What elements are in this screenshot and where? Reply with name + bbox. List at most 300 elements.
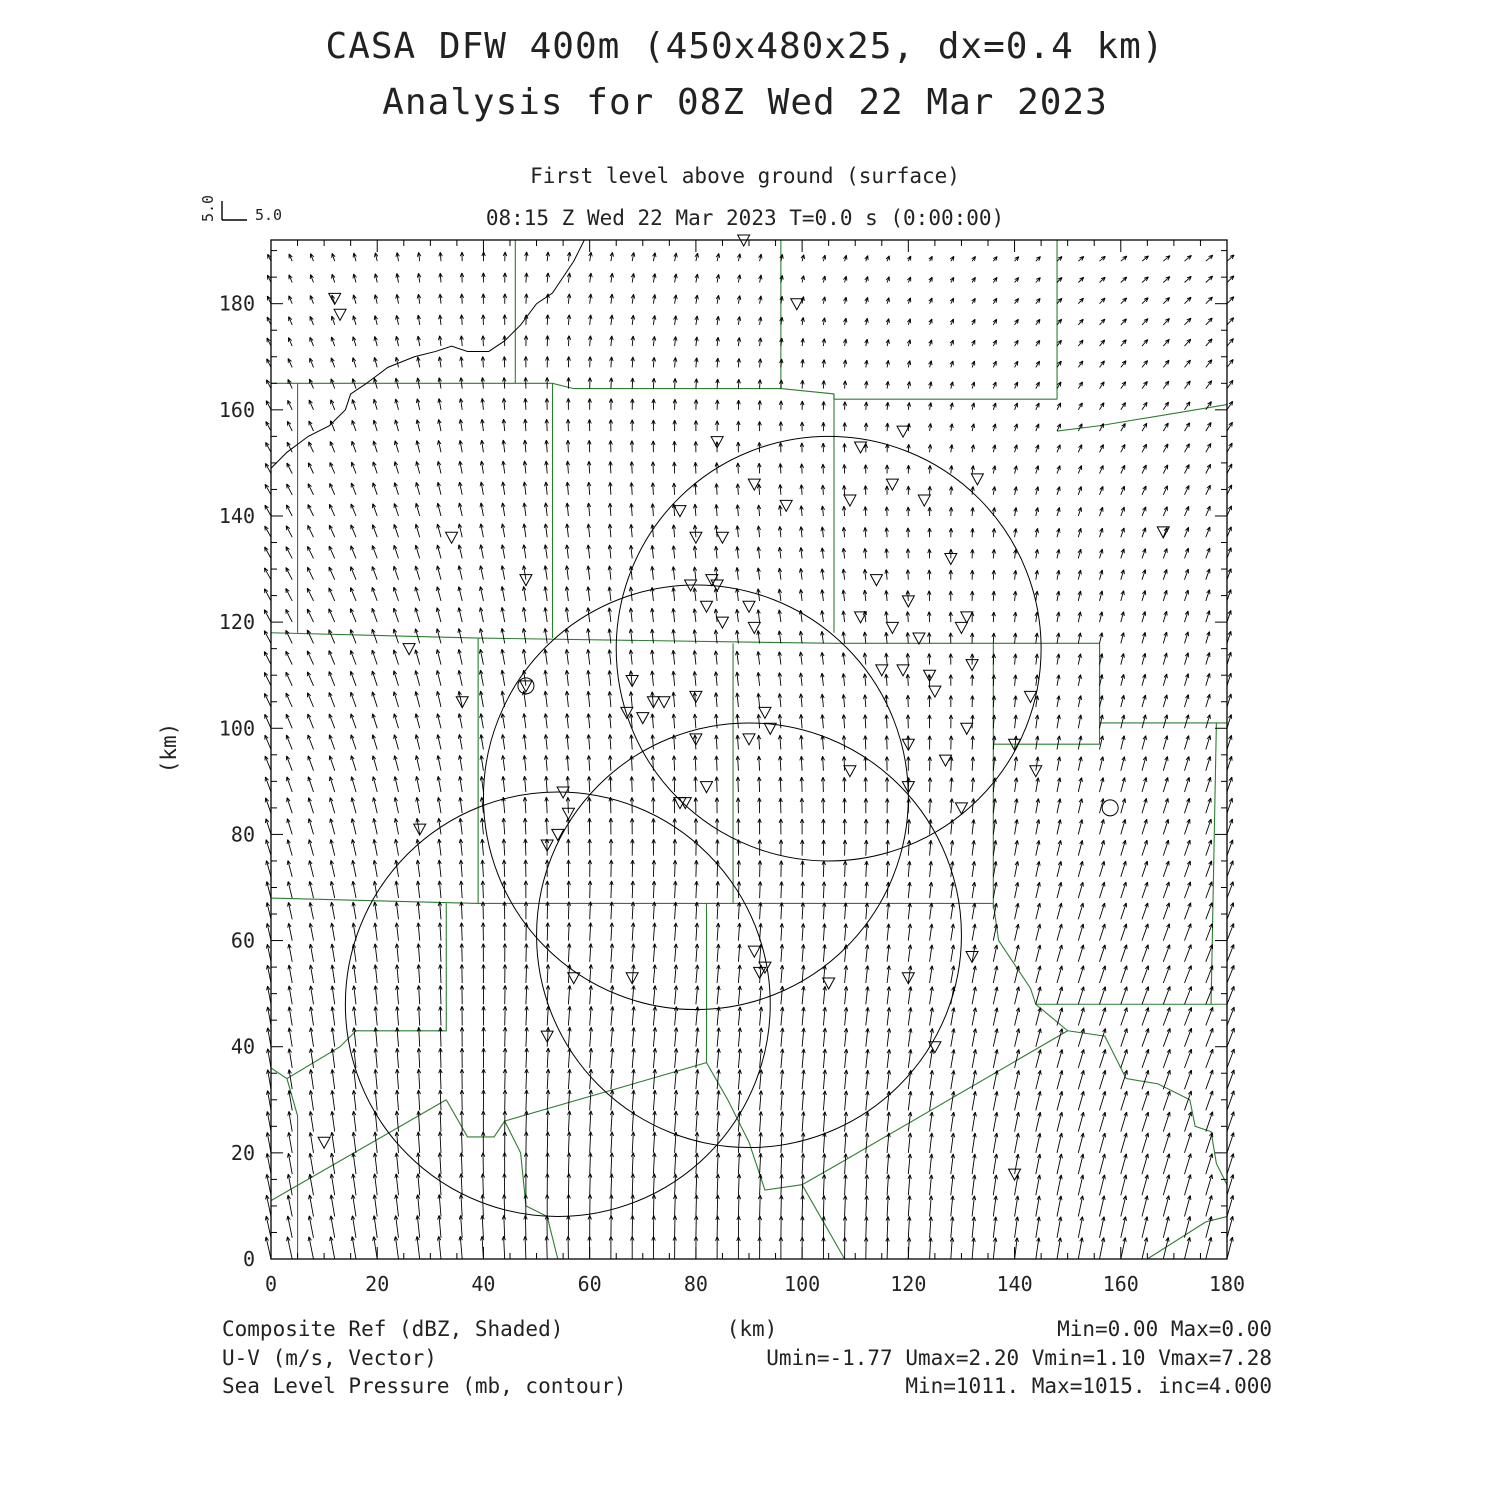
wind-vector-509 <box>479 628 483 643</box>
wind-vector-1448 <box>908 1070 912 1089</box>
wind-vector-153 <box>331 1048 335 1068</box>
wind-vector-1660 <box>992 654 996 665</box>
wind-vector-1256 <box>823 1070 827 1089</box>
wind-vector-1629 <box>972 298 976 303</box>
wind-vector-1886 <box>1100 945 1106 962</box>
wind-vector-1468 <box>906 653 910 664</box>
wind-vector-382 <box>417 273 421 282</box>
wind-vector-177 <box>329 546 335 558</box>
wind-vector-1375 <box>863 590 867 601</box>
wind-vector-1818 <box>1057 361 1061 367</box>
wind-vector-390 <box>439 1111 443 1132</box>
wind-vector-1693 <box>1015 966 1020 983</box>
wind-vector-1253 <box>823 1133 827 1153</box>
wind-vector-39 <box>266 422 271 432</box>
wind-vector-863 <box>631 252 635 261</box>
wind-vector-1992 <box>1142 736 1146 750</box>
wind-vector-1332 <box>843 485 847 495</box>
wind-vector-1132 <box>757 651 761 664</box>
wind-vector-1735 <box>1036 1091 1041 1110</box>
wind-vector-946 <box>672 525 676 538</box>
wind-vector-1915 <box>1100 340 1105 346</box>
wind-vector-126 <box>307 609 313 622</box>
wind-vector-513 <box>480 545 484 559</box>
wind-vector-1602 <box>972 861 976 877</box>
wind-vector-1443 <box>908 1175 912 1196</box>
wind-vector-734 <box>589 944 593 962</box>
wind-vector-2077 <box>1185 966 1192 984</box>
wind-vector-909 <box>653 294 656 303</box>
wind-vector-1512 <box>928 736 932 750</box>
wind-vector-2167 <box>1227 1091 1234 1111</box>
wind-vector-1032 <box>715 735 719 750</box>
wind-vector-609 <box>523 545 527 559</box>
wind-vector-2032 <box>1163 903 1169 920</box>
wind-vector-1416 <box>885 736 889 750</box>
wind-vector-1644 <box>993 987 998 1005</box>
wind-vector-700 <box>565 649 568 664</box>
wind-vector-1331 <box>842 506 846 516</box>
wind-vector-1707 <box>1014 675 1018 686</box>
wind-vector-990 <box>693 609 696 623</box>
wind-vector-1866 <box>1078 361 1083 368</box>
wind-vector-1871 <box>1078 256 1084 261</box>
wind-vector-1499 <box>930 1008 934 1026</box>
wind-vector-646 <box>545 776 549 792</box>
wind-vector-2114 <box>1206 1195 1213 1216</box>
wind-vector-305 <box>395 881 399 898</box>
wind-vector-1997 <box>1142 632 1146 643</box>
wind-vector-1334 <box>843 443 847 452</box>
wind-vector-1726 <box>1015 278 1019 283</box>
wind-vector-604 <box>522 649 526 665</box>
wind-vector-746 <box>587 691 591 707</box>
wind-vector-1051 <box>716 337 719 346</box>
wind-vector-2185 <box>1227 714 1232 728</box>
wind-vector-524 <box>482 315 486 325</box>
wind-vector-1546 <box>951 1028 955 1046</box>
wind-vector-1973 <box>1142 1133 1149 1153</box>
wind-vector-359 <box>415 755 419 770</box>
wind-vector-346 <box>417 1027 421 1047</box>
wind-vector-1774 <box>1036 278 1041 283</box>
wind-vector-527 <box>482 252 486 261</box>
wind-vector-2121 <box>1206 1049 1213 1068</box>
wind-vector-483 <box>481 1174 485 1196</box>
wind-vector-627 <box>546 1174 550 1196</box>
wind-vector-442 <box>460 1027 464 1047</box>
wind-vector-859 <box>631 336 635 346</box>
wind-vector-1721 <box>1014 382 1017 389</box>
wind-vector-1792 <box>1057 903 1062 919</box>
wind-vector-1106 <box>758 1195 762 1217</box>
wind-vector-1094 <box>737 442 741 452</box>
wind-vector-78 <box>286 609 292 622</box>
wind-vector-236 <box>353 316 356 325</box>
wind-vector-1355 <box>866 1007 870 1025</box>
wind-vector-857 <box>631 378 635 389</box>
wind-vector-1166 <box>780 944 783 962</box>
wind-vector-192 <box>351 1237 356 1260</box>
wind-vector-1185 <box>778 547 781 558</box>
wind-vector-2148 <box>1206 485 1211 495</box>
wind-vector-1522 <box>928 528 932 537</box>
wind-vector-62 <box>288 944 292 962</box>
station-marker-5 <box>520 575 532 586</box>
wind-vector-52 <box>288 1153 293 1174</box>
wind-vector-1582 <box>950 277 954 282</box>
station-marker-17 <box>658 697 670 708</box>
wind-vector-607 <box>523 586 526 601</box>
wind-vector-1834 <box>1078 1029 1084 1047</box>
wind-vector-1893 <box>1100 798 1105 813</box>
wind-vector-253 <box>374 965 378 983</box>
wind-vector-1259 <box>823 1007 827 1025</box>
wind-vector-508 <box>479 649 483 664</box>
wind-vector-316 <box>393 650 398 665</box>
wind-vector-879 <box>653 923 657 941</box>
wind-vector-1118 <box>759 944 763 962</box>
wind-vector-1347 <box>865 1175 869 1196</box>
wind-vector-874 <box>653 1027 657 1046</box>
wind-vector-1288 <box>822 401 826 410</box>
wind-vector-1075 <box>737 840 741 856</box>
wind-vector-31 <box>264 589 271 601</box>
wind-vector-1227 <box>799 673 802 686</box>
wind-vector-1545 <box>951 1049 955 1068</box>
wind-vector-9 <box>267 1049 271 1068</box>
wind-vector-1568 <box>949 570 953 580</box>
wind-vector-1449 <box>908 1049 912 1068</box>
wind-vector-2147 <box>1206 506 1210 516</box>
wind-vector-1841 <box>1078 882 1083 898</box>
wind-vector-1549 <box>951 966 955 983</box>
wind-vector-1301 <box>844 1133 848 1153</box>
wind-vector-494 <box>482 944 486 962</box>
wind-vector-496 <box>481 902 485 920</box>
wind-vector-1805 <box>1056 633 1060 644</box>
wind-vector-323 <box>394 503 399 516</box>
wind-vector-1777 <box>1057 1217 1062 1238</box>
wind-vector-29 <box>264 631 271 644</box>
wind-vector-398 <box>439 944 443 962</box>
wind-vector-256 <box>374 902 378 919</box>
station-marker-56 <box>955 622 967 633</box>
station-marker-20 <box>701 601 713 612</box>
wind-vector-403 <box>438 839 442 856</box>
wind-vector-1030 <box>715 777 719 792</box>
wind-vector-1822 <box>1057 277 1062 282</box>
wind-vector-1008 <box>716 1237 720 1259</box>
wind-vector-221 <box>350 629 356 643</box>
wind-vector-1475 <box>907 507 911 516</box>
wind-vector-877 <box>653 965 657 983</box>
wind-vector-1147 <box>758 338 762 346</box>
x-tick-label-6: 120 <box>890 1272 927 1296</box>
wind-vector-1316 <box>843 819 847 834</box>
wind-vector-331 <box>396 336 399 346</box>
wind-vector-1211 <box>802 1007 806 1026</box>
wind-vector-1814 <box>1057 445 1060 453</box>
wind-vector-163 <box>330 839 335 855</box>
wind-vector-702 <box>565 607 568 622</box>
wind-vector-619 <box>524 336 528 347</box>
wind-vector-369 <box>415 545 420 558</box>
wind-vector-1725 <box>1015 298 1019 303</box>
wind-vector-1005 <box>695 295 699 304</box>
wind-vector-1946 <box>1121 695 1125 707</box>
wind-vector-475 <box>460 336 464 346</box>
wind-vector-100 <box>309 1153 314 1174</box>
wind-vector-1458 <box>908 861 912 877</box>
wind-vector-1615 <box>971 591 975 601</box>
wind-vector-194 <box>352 1195 357 1217</box>
wind-vector-97 <box>308 1216 313 1238</box>
wind-vector-1189 <box>779 463 783 473</box>
wind-vector-1806 <box>1056 612 1060 622</box>
wind-vector-664 <box>545 398 549 410</box>
wind-vector-2118 <box>1206 1112 1213 1132</box>
station-marker-58 <box>961 723 973 734</box>
wind-vector-451 <box>459 839 463 856</box>
wind-vector-1086 <box>736 609 740 622</box>
wind-vector-613 <box>523 461 526 474</box>
wind-vector-1455 <box>908 924 912 941</box>
wind-vector-610 <box>523 524 526 538</box>
county-boundary-15 <box>1036 1004 1227 1184</box>
wind-vector-842 <box>629 692 633 708</box>
wind-vector-1593 <box>972 1049 976 1068</box>
wind-vector-813 <box>610 294 614 304</box>
wind-vector-378 <box>417 357 420 368</box>
wind-vector-502 <box>480 776 483 792</box>
wind-vector-1116 <box>759 986 763 1004</box>
wind-vector-1723 <box>1015 340 1019 346</box>
wind-vector-2082 <box>1185 861 1191 877</box>
wind-vector-1827 <box>1078 1175 1083 1196</box>
wind-vector-427 <box>438 336 442 346</box>
wind-vector-1336 <box>843 402 847 410</box>
wind-vector-662 <box>545 440 549 452</box>
footer-stats-reflectivity: Min=0.00 Max=0.00 <box>1057 1317 1272 1341</box>
wind-vector-763 <box>588 336 592 346</box>
wind-vector-2163 <box>1227 1174 1234 1195</box>
wind-vector-148 <box>330 1153 334 1174</box>
reference-vector <box>199 195 282 224</box>
wind-vector-806 <box>609 440 613 452</box>
wind-vector-1398 <box>887 1112 891 1132</box>
wind-vector-150 <box>331 1111 335 1131</box>
wind-vector-519 <box>481 419 485 431</box>
wind-vector-287 <box>375 253 378 261</box>
wind-vector-1934 <box>1121 945 1127 962</box>
wind-vector-988 <box>693 650 697 664</box>
wind-vector-1931 <box>1121 1008 1128 1026</box>
station-marker-37 <box>701 782 713 793</box>
wind-vector-2127 <box>1206 924 1213 941</box>
wind-vector-1919 <box>1100 256 1106 261</box>
wind-vector-1270 <box>821 777 825 792</box>
wind-vector-2079 <box>1185 924 1192 941</box>
wind-vector-2131 <box>1206 840 1212 856</box>
wind-vector-1703 <box>1014 757 1018 771</box>
wind-vector-27 <box>264 672 271 685</box>
county-boundary-20 <box>446 903 706 1137</box>
wind-vector-1563 <box>949 675 953 686</box>
wind-vector-2146 <box>1206 527 1210 537</box>
wind-vector-167 <box>329 756 334 771</box>
wind-vector-309 <box>394 797 398 813</box>
wind-vector-1325 <box>842 632 846 644</box>
wind-vector-166 <box>330 777 335 792</box>
wind-vector-138 <box>310 358 314 367</box>
wind-vector-220 <box>350 650 356 664</box>
wind-vector-1120 <box>759 902 763 919</box>
wind-vector-469 <box>459 461 463 473</box>
wind-vector-865 <box>652 1216 656 1238</box>
wind-vector-1287 <box>822 422 826 431</box>
county-boundary-24 <box>1147 1217 1227 1259</box>
wind-vector-1292 <box>822 318 825 325</box>
wind-vector-355 <box>416 839 420 856</box>
wind-vector-156 <box>331 986 335 1005</box>
wind-vector-1356 <box>866 986 870 1004</box>
wind-vector-1127 <box>757 756 761 771</box>
wind-vector-1864 <box>1078 403 1082 410</box>
wind-vector-1366 <box>864 777 868 792</box>
wind-vector-2200 <box>1227 401 1233 410</box>
wind-vector-949 <box>673 462 677 474</box>
wind-vector-991 <box>693 588 697 601</box>
wind-vector-2075 <box>1185 1007 1192 1025</box>
wind-vector-1364 <box>864 819 868 834</box>
county-boundary-23 <box>505 1121 558 1259</box>
wind-vector-1680 <box>1015 1238 1019 1259</box>
wind-vector-1084 <box>736 651 740 665</box>
wind-vector-2117 <box>1206 1133 1213 1153</box>
wind-vector-812 <box>610 315 614 325</box>
wind-vector-2101 <box>1185 465 1190 474</box>
wind-vector-1279 <box>821 590 824 601</box>
wind-vector-1920 <box>1121 1238 1126 1260</box>
wind-vector-1974 <box>1142 1112 1149 1132</box>
county-boundary-0 <box>271 383 1057 399</box>
wind-vector-864 <box>652 1236 656 1259</box>
wind-vector-1965 <box>1121 298 1127 304</box>
wind-vector-540 <box>503 985 507 1004</box>
wind-vector-1115 <box>759 1007 763 1026</box>
wind-vector-1671 <box>993 424 996 431</box>
wind-vector-810 <box>610 357 614 368</box>
wind-vector-615 <box>524 419 528 431</box>
wind-vector-1048 <box>716 400 720 410</box>
wind-vector-1638 <box>993 1112 998 1132</box>
wind-vector-970 <box>696 1028 699 1047</box>
wind-vector-1078 <box>736 777 740 792</box>
wind-vector-447 <box>460 923 464 941</box>
wind-vector-283 <box>374 336 377 346</box>
wind-vector-1282 <box>821 527 825 537</box>
wind-vector-854 <box>630 441 634 453</box>
wind-vector-1840 <box>1078 903 1083 919</box>
wind-vector-546 <box>502 860 506 877</box>
wind-vector-1856 <box>1078 570 1081 580</box>
wind-vector-1412 <box>886 819 890 834</box>
wind-vector-2199 <box>1227 422 1233 431</box>
wind-vector-855 <box>630 420 634 431</box>
wind-vector-754 <box>587 524 591 537</box>
wind-vector-2105 <box>1185 381 1191 389</box>
wind-vector-1095 <box>737 421 741 431</box>
wind-vector-1111 <box>759 1091 763 1111</box>
wind-vector-976 <box>695 902 699 919</box>
wind-vector-198 <box>352 1111 356 1132</box>
wind-vector-324 <box>394 483 398 495</box>
wind-vector-1343 <box>844 255 847 261</box>
wind-vector-2037 <box>1163 798 1168 813</box>
wind-vector-404 <box>438 818 442 834</box>
wind-vector-2115 <box>1206 1175 1213 1196</box>
wind-vector-858 <box>631 357 635 368</box>
wind-vector-737 <box>588 881 592 898</box>
wind-vector-1724 <box>1015 319 1019 325</box>
wind-vector-905 <box>652 378 656 389</box>
wind-vector-1281 <box>821 548 825 559</box>
wind-vector-367 <box>415 587 420 601</box>
wind-vector-232 <box>352 399 356 409</box>
wind-vector-2019 <box>1163 1175 1169 1196</box>
wind-vector-279 <box>373 420 377 431</box>
wind-vector-1941 <box>1121 798 1126 813</box>
wind-vector-1924 <box>1121 1154 1127 1174</box>
wind-vector-980 <box>694 818 698 834</box>
wind-vector-1732 <box>1036 1154 1041 1174</box>
wind-vector-1556 <box>950 819 954 834</box>
wind-vector-1833 <box>1078 1049 1084 1068</box>
wind-vector-982 <box>694 777 698 792</box>
wind-vector-258 <box>373 860 377 877</box>
wind-vector-1998 <box>1142 611 1146 622</box>
wind-vector-1892 <box>1100 819 1105 834</box>
wind-vector-775 <box>610 1090 614 1111</box>
wind-vector-428 <box>439 315 442 325</box>
wind-vector-2078 <box>1185 945 1192 962</box>
y-tick-label-1: 20 <box>230 1140 255 1165</box>
wind-vector-108 <box>310 986 314 1005</box>
wind-vector-187 <box>331 337 335 346</box>
wind-vector-1677 <box>993 298 997 303</box>
wind-vector-2145 <box>1206 548 1210 559</box>
wind-vector-1729 <box>1036 1217 1040 1238</box>
wind-vector-1713 <box>1014 549 1018 558</box>
wind-vector-731 <box>589 1006 593 1025</box>
wind-vector-472 <box>459 398 463 409</box>
wind-vector-952 <box>673 399 677 410</box>
wind-vector-1070 <box>738 944 742 962</box>
wind-vector-412 <box>436 649 441 664</box>
wind-vector-70 <box>287 777 293 792</box>
wind-vector-883 <box>652 839 656 855</box>
wind-vector-1645 <box>993 966 998 983</box>
wind-vector-2024 <box>1163 1070 1170 1089</box>
wind-vector-623 <box>525 252 529 261</box>
wind-vector-1346 <box>865 1196 869 1217</box>
wind-vector-2102 <box>1185 444 1190 453</box>
wind-vector-1623 <box>971 424 974 431</box>
wind-vector-1198 <box>780 275 783 282</box>
wind-vector-2140 <box>1206 652 1210 664</box>
wind-vector-1530 <box>929 361 932 368</box>
